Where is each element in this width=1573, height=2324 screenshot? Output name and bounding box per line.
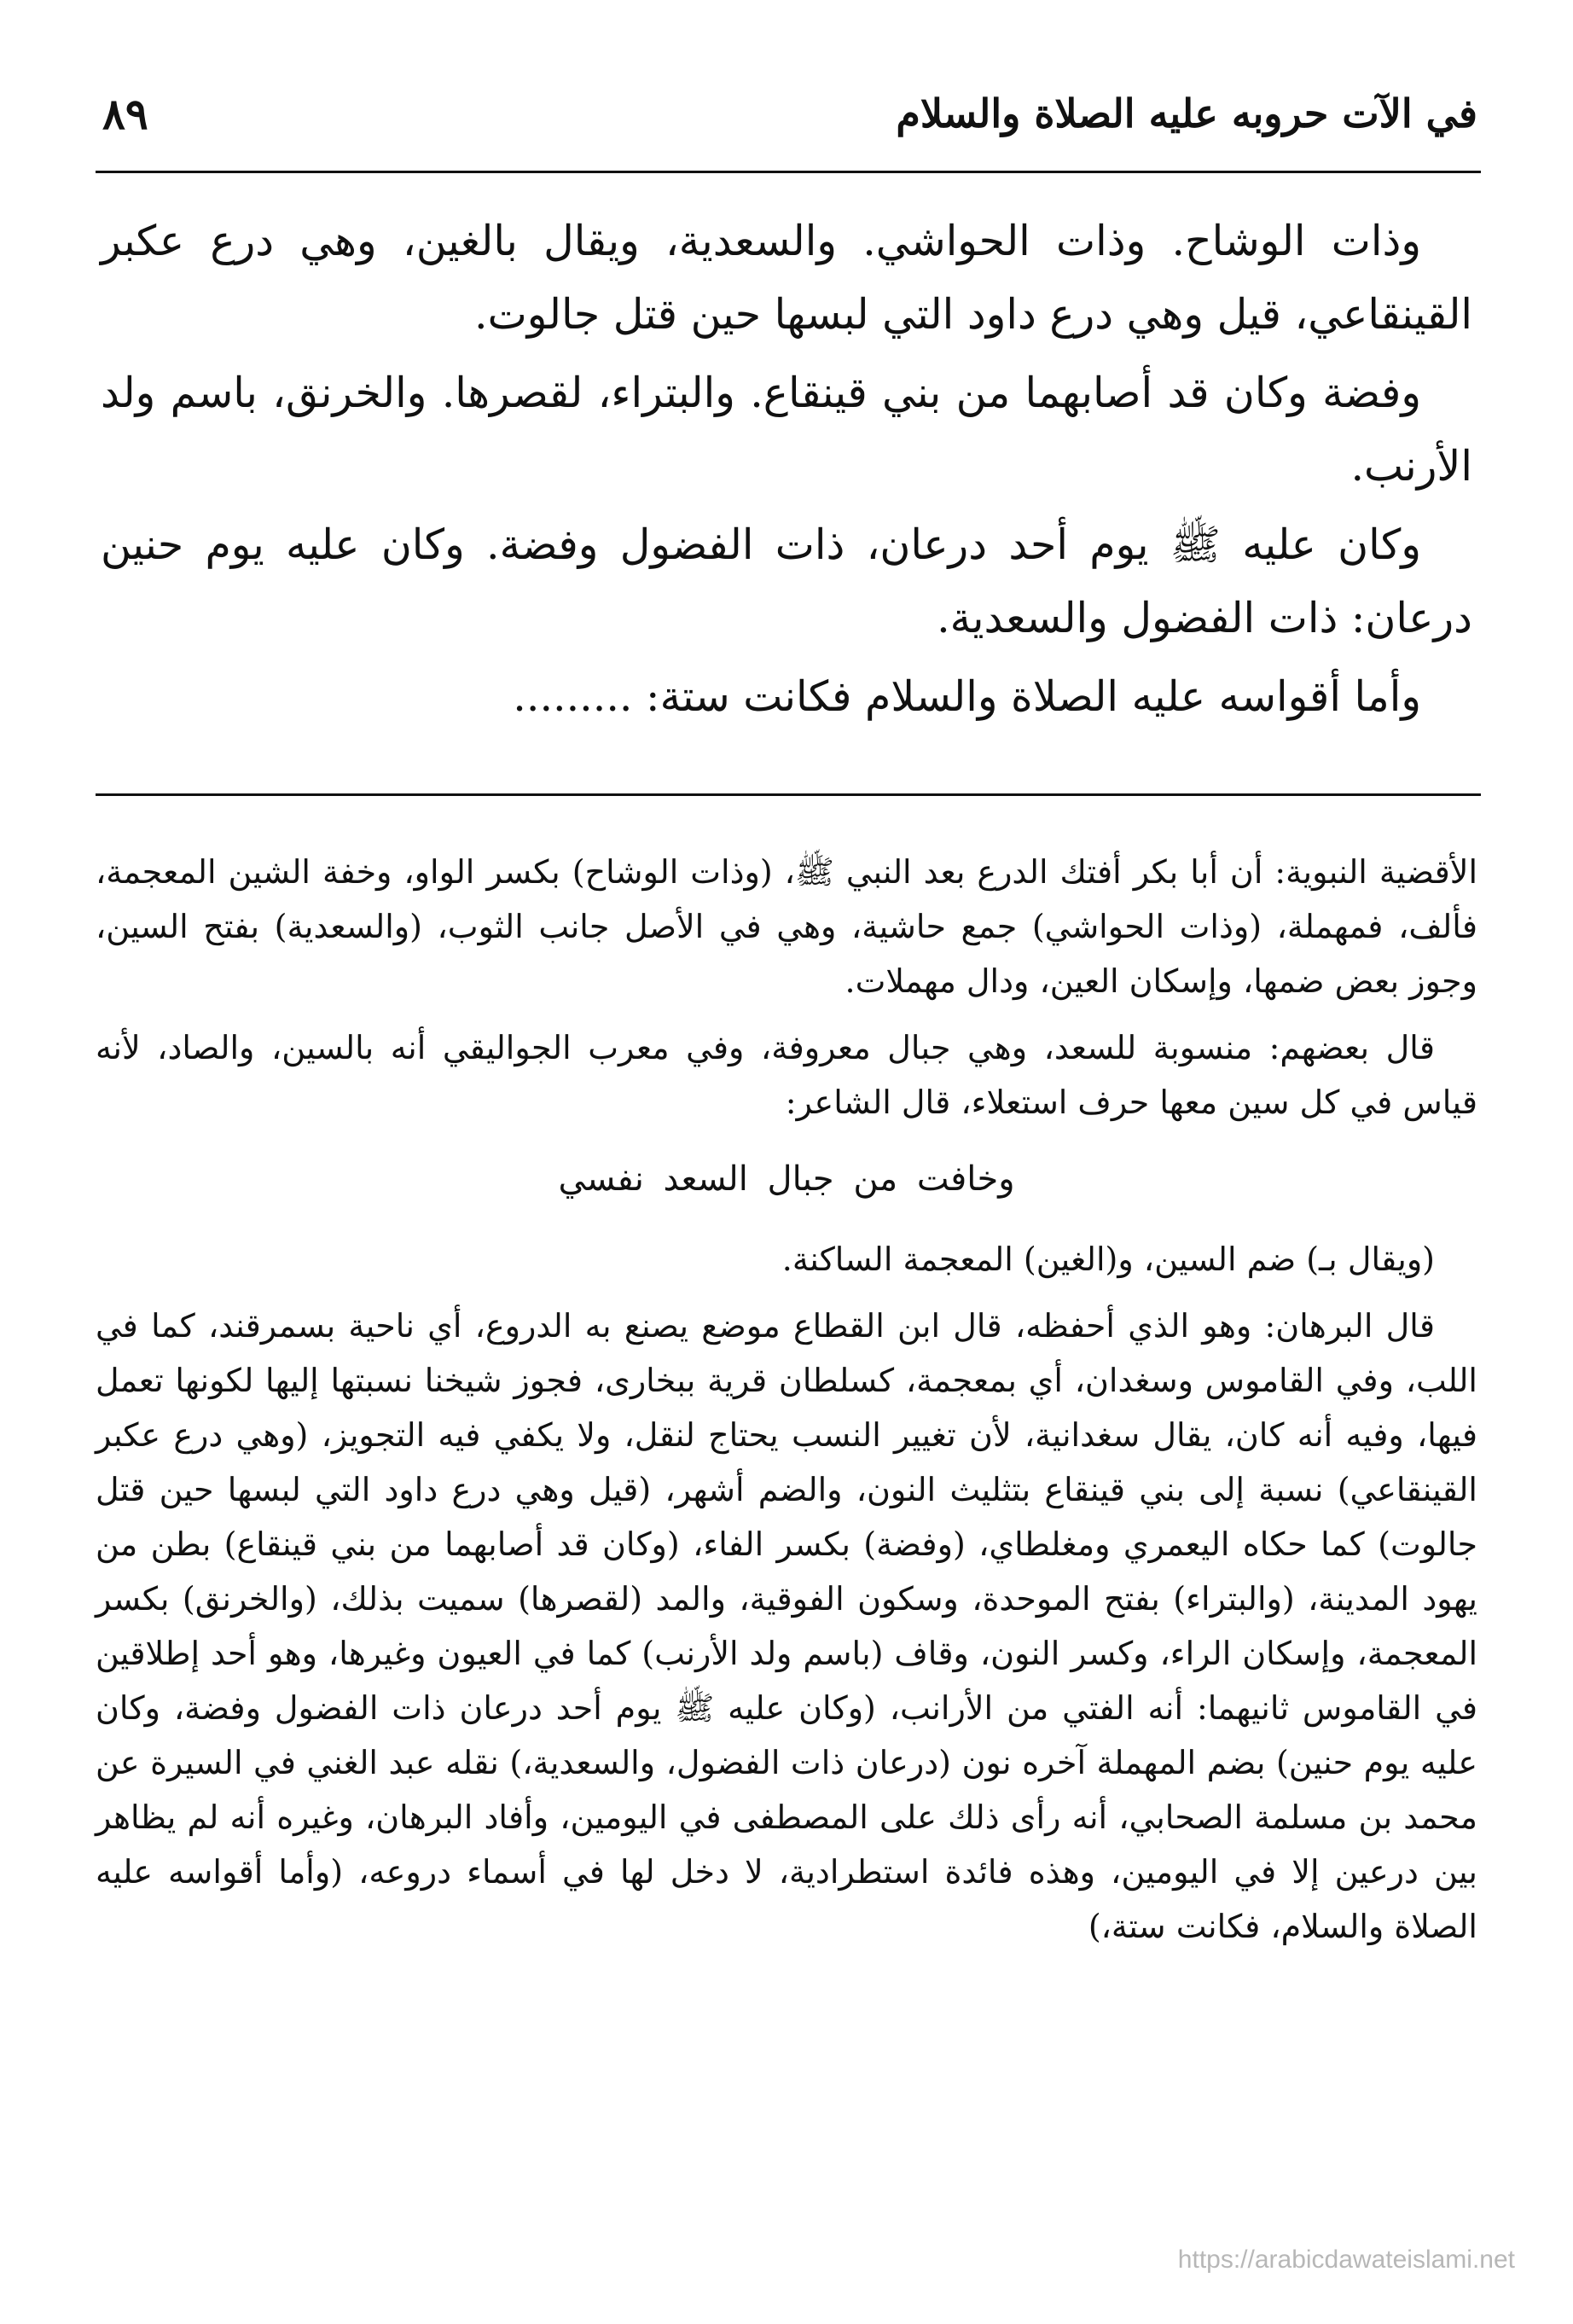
header-rule: [96, 171, 1481, 173]
main-paragraph: وذات الوشاح. وذات الحواشي. والسعدية، ويقال بالغين، وهي درع عكبر القينقاعي، قيل وهي درع داود التي لبسها حين قتل جالوت.: [101, 217, 1472, 339]
commentary-paragraph: قال بعضهم: منسوبة للسعد، وهي جبال معروفة، وفي معرب الجواليقي أنه بالسين، والصاد، لأنه قياس في كل سين معها حرف استعلاء، قال الشاعر:: [96, 1029, 1477, 1121]
commentary-paragraph: قال البرهان: وهو الذي أحفظه، قال ابن القطاع موضع يصنع به الدروع، أي ناحية بسمرقند، كما في اللب، وفي القاموس وسغدان، أي بمعجمة، كسلطان قرية ببخارى، فجوز شيخنا نسبتها إليها لكونها تعمل فيها، وفيه أنه كان، يقال سغدانية، لأن تغيير النسب يحتاج لنقل، ولا يكفي فيه التجويز، (وهي درع عكبر القينقاعي) نسبة إلى بني قينقاع بتثليث النون، والضم أشهر، (قيل وهي درع داود التي لبسها حين قتل جالوت) كما حكاه اليعمري ومغلطاي، (وفضة) بكسر الفاء، (وكان قد أصابهما من بني قينقاع) بطن من يهود المدينة، (والبتراء) بفتح الموحدة، وسكون الفوقية، والمد (لقصرها) سميت بذلك، (والخرنق) بكسر المعجمة، وإسكان الراء، وكسر النون، وقاف (باسم ولد الأرنب) كما في العيون وغيرها، وهو أحد إطلاقين في القاموس ثانيهما: أنه الفتي من الأرانب، (وكان عليه ﷺ يوم أحد درعان ذات الفضول وفضة، وكان عليه يوم حنين) بضم المهملة آخره نون (درعان ذات الفضول، والسعدية،) نقله عبد الغني في السيرة عن محمد بن مسلمة الصحابي، أنه رأى ذلك على المصطفى في اليومين، وأفاد البرهان، وغيره أنه لم يظاهر بين درعين إلا في اليومين، وهذه فائدة استطرادية، لا دخل لها في أسماء دروعه، (وأما أقواسه عليه الصلاة والسلام، فكانت ستة،): [96, 1307, 1477, 1945]
page-header: [102, 75, 1477, 152]
commentary-paragraph: الأقضية النبوية: أن أبا بكر أفتك الدرع بعد النبي ﷺ، (وذات الوشاح) بكسر الواو، وخفة الشين المعجمة، فألف، فمهملة، (وذات الحواشي) جمع حاشية، وهي في الأصل جانب الثوب، (والسعدية) بفتح السين، وجوز بعض ضمها، وإسكان العين، ودال مهملات.: [96, 853, 1477, 1000]
running-title: في الآت حروبه عليه الصلاة والسلام: [896, 90, 1477, 137]
page-number: ٨٩: [102, 88, 148, 139]
website-watermark: https://arabicdawateislami.net: [1177, 2246, 1515, 2274]
main-paragraph: وأما أقواسه عليه الصلاة والسلام فكانت ستة: .........: [513, 672, 1421, 721]
footnote-rule: [96, 793, 1481, 796]
commentary-text: [96, 845, 1477, 1966]
commentary-paragraph: (ويقال بـ) ضم السين، و(الغين) المعجمة الساكنة.: [781, 1240, 1435, 1278]
main-paragraph: وفضة وكان قد أصابهما من بني قينقاع. والبتراء، لقصرها. والخرنق، باسم ولد الأرنب.: [101, 369, 1472, 491]
poetry-verse: وخافت من جبال السعد نفسي: [558, 1159, 1015, 1199]
main-text: [101, 205, 1472, 739]
main-paragraph: وكان عليه ﷺ يوم أحد درعان، ذات الفضول وفضة. وكان عليه يوم حنين درعان: ذات الفضول والسعدية.: [101, 520, 1472, 642]
